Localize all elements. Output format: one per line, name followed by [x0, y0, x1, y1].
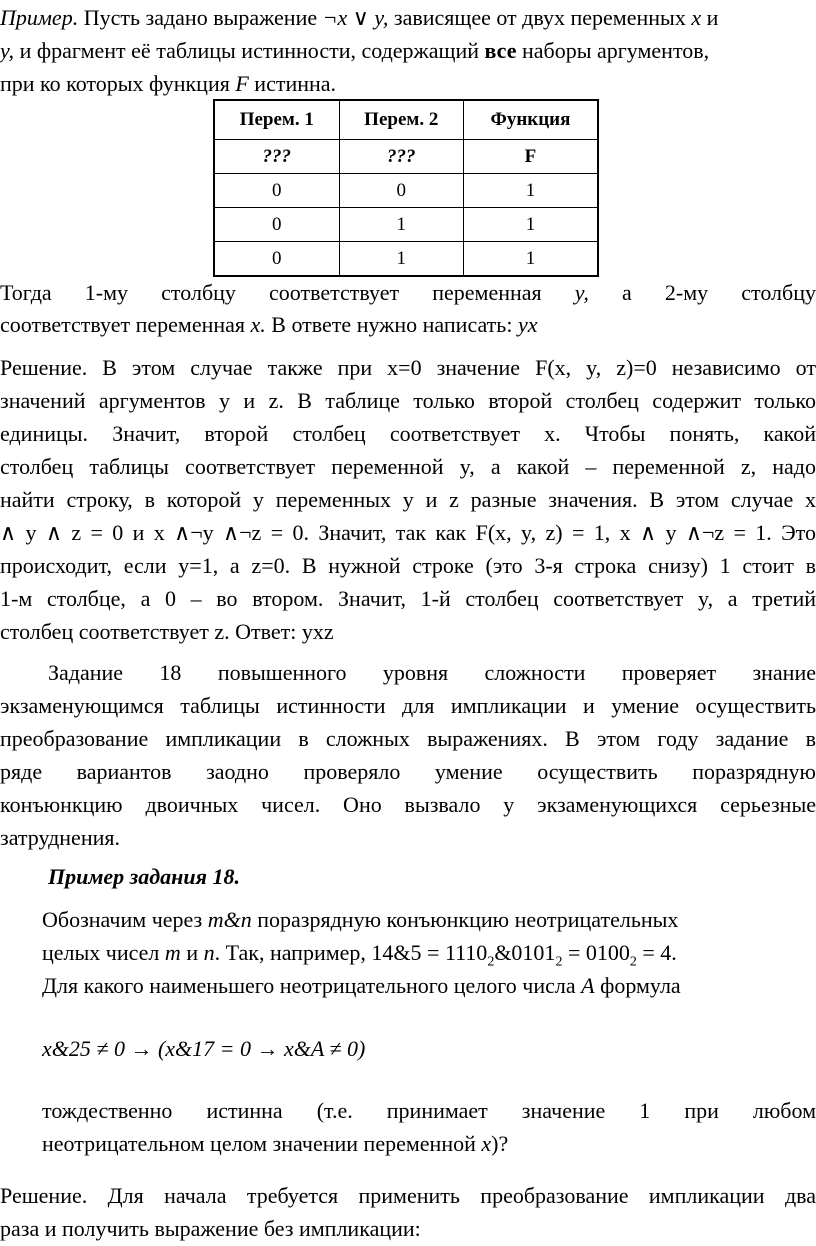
- cell: 1: [339, 208, 463, 242]
- solution1-line: найти строку, в которой у переменных y и z разные значения. В этом случае x: [0, 487, 816, 512]
- text: = 4.: [636, 940, 677, 965]
- solution1-line: 1-м столбце, а 0 – во втором. Значит, 1-й столбец соответствует y, а третий: [0, 586, 816, 611]
- after-table-line-2: [0, 312, 816, 338]
- text: Для какого наименьшего неотрицательного целого числа: [42, 973, 582, 998]
- answer: yx: [517, 312, 538, 337]
- cell: 0: [339, 174, 463, 208]
- solution1-line: ∧ y ∧ z = 0 и x ∧¬y ∧¬z = 0. Значит, так как F(x, y, z) = 1, x ∧ y ∧¬z = 1. Это: [0, 520, 816, 545]
- text: и: [701, 5, 719, 30]
- expression: ¬x ∨ y,: [322, 5, 389, 30]
- expr-mn: m&n: [207, 907, 252, 932]
- example-line-3: [42, 973, 816, 999]
- example-line-1: [42, 907, 816, 933]
- cell: 1: [463, 208, 598, 242]
- table-subheader-row: [214, 140, 598, 174]
- intro-line-2: [0, 38, 816, 64]
- text: В ответе нужно написать:: [265, 312, 518, 337]
- solution1-line: единицы. Значит, второй столбец соответствует x. Чтобы понять, какой: [0, 421, 816, 446]
- example-line-5: тождественно истинна (т.е. принимает значение 1 при любом: [42, 1098, 816, 1123]
- after-table-line-1: [0, 280, 816, 306]
- task18-line: преобразование импликации в сложных выражениях. В этом году задание в: [0, 726, 816, 751]
- task18-line: конъюнкцию двоичных чисел. Оно вызвало у экзаменующихся серьезные: [0, 792, 816, 817]
- text: . Так, например, 14&5 = 1110: [214, 940, 488, 965]
- text: Обозначим через: [42, 907, 208, 932]
- text: поразрядную конъюнкцию неотрицательных: [251, 907, 679, 932]
- var-x: x.: [250, 312, 266, 337]
- task18-line: экзаменующимся таблицы истинности для импликации и умение осуществить: [0, 693, 816, 718]
- cell: 0: [214, 174, 339, 208]
- subscript: 2: [555, 954, 563, 970]
- var-m: m: [164, 940, 181, 965]
- solution1-line: Решение. В этом случае также при x=0 значение F(x, y, z)=0 независимо от: [0, 355, 816, 380]
- var-y: y,: [0, 38, 15, 63]
- subscript: 2: [487, 954, 495, 970]
- text: и фрагмент её таблицы истинности, содержащий: [14, 38, 485, 63]
- header-var2: Перем. 2: [339, 100, 463, 140]
- solution1-line: значений аргументов y и z. В таблице только второй столбец содержит только: [0, 388, 816, 413]
- cell: ???: [214, 140, 339, 174]
- var-y: y,: [574, 280, 589, 305]
- var-n: n: [203, 940, 215, 965]
- example-label: Пример.: [0, 5, 79, 30]
- text: при ко которых функция: [0, 71, 236, 96]
- example-title: Пример задания 18.: [48, 864, 240, 889]
- task18-line: затруднения.: [0, 825, 120, 850]
- solution1-line: столбец соответствует z. Ответ: yxz: [0, 619, 334, 644]
- cell: 0: [214, 242, 339, 277]
- example-line-2: [42, 940, 816, 970]
- text: и: [180, 940, 204, 965]
- table-row: [214, 208, 598, 242]
- text: = 0100: [562, 940, 630, 965]
- table-row: [214, 174, 598, 208]
- solution1-line: столбец таблицы соответствует переменной y, а какой – переменной z, надо: [0, 454, 816, 479]
- text: а 2-му столбцу: [588, 280, 816, 305]
- truth-table: [213, 99, 599, 277]
- intro-line-3: [0, 71, 816, 97]
- var-x: x: [481, 1131, 492, 1156]
- text: соответствует переменная: [0, 312, 251, 337]
- text: наборы аргументов,: [516, 38, 710, 63]
- example-formula: x&25 ≠ 0 → (x&17 = 0 → x&A ≠ 0): [42, 1036, 366, 1061]
- text: Пусть задано выражение: [78, 5, 323, 30]
- var-x: x: [691, 5, 702, 30]
- table-row: [214, 242, 598, 277]
- var-A: A: [581, 973, 595, 998]
- text: неотрицательном целом значении переменной: [42, 1131, 482, 1156]
- text: &0101: [494, 940, 556, 965]
- subscript: 2: [629, 954, 637, 970]
- header-var1: Перем. 1: [214, 100, 339, 140]
- table-header-row: [214, 100, 598, 140]
- text: Тогда 1-му столбцу соответствует переменная: [0, 280, 575, 305]
- cell: F: [463, 140, 598, 174]
- solution2-line: Решение. Для начала требуется применить преобразование импликации два: [0, 1183, 816, 1208]
- example-line-6: [42, 1131, 816, 1157]
- task18-line: Задание 18 повышенного уровня сложности проверяет знание: [48, 660, 816, 685]
- text: целых чисел: [42, 940, 165, 965]
- cell: 1: [339, 242, 463, 277]
- text: зависящее от двух переменных: [388, 5, 692, 30]
- var-F: F: [235, 71, 249, 96]
- cell: 1: [463, 242, 598, 277]
- text: формула: [594, 973, 681, 998]
- text: )?: [491, 1131, 509, 1156]
- cell: 0: [214, 208, 339, 242]
- intro-line-1: [0, 5, 816, 31]
- solution1-line: происходит, если y=1, а z=0. В нужной строке (это 3-я строка снизу) 1 стоит в: [0, 553, 816, 578]
- header-function: Функция: [463, 100, 598, 140]
- cell: 1: [463, 174, 598, 208]
- text: истинна.: [248, 71, 337, 96]
- bold-word: все: [484, 38, 517, 63]
- solution2-line: раза и получить выражение без импликации:: [0, 1216, 421, 1241]
- cell: ???: [339, 140, 463, 174]
- task18-line: ряде вариантов заодно проверяло умение осуществить поразрядную: [0, 759, 816, 784]
